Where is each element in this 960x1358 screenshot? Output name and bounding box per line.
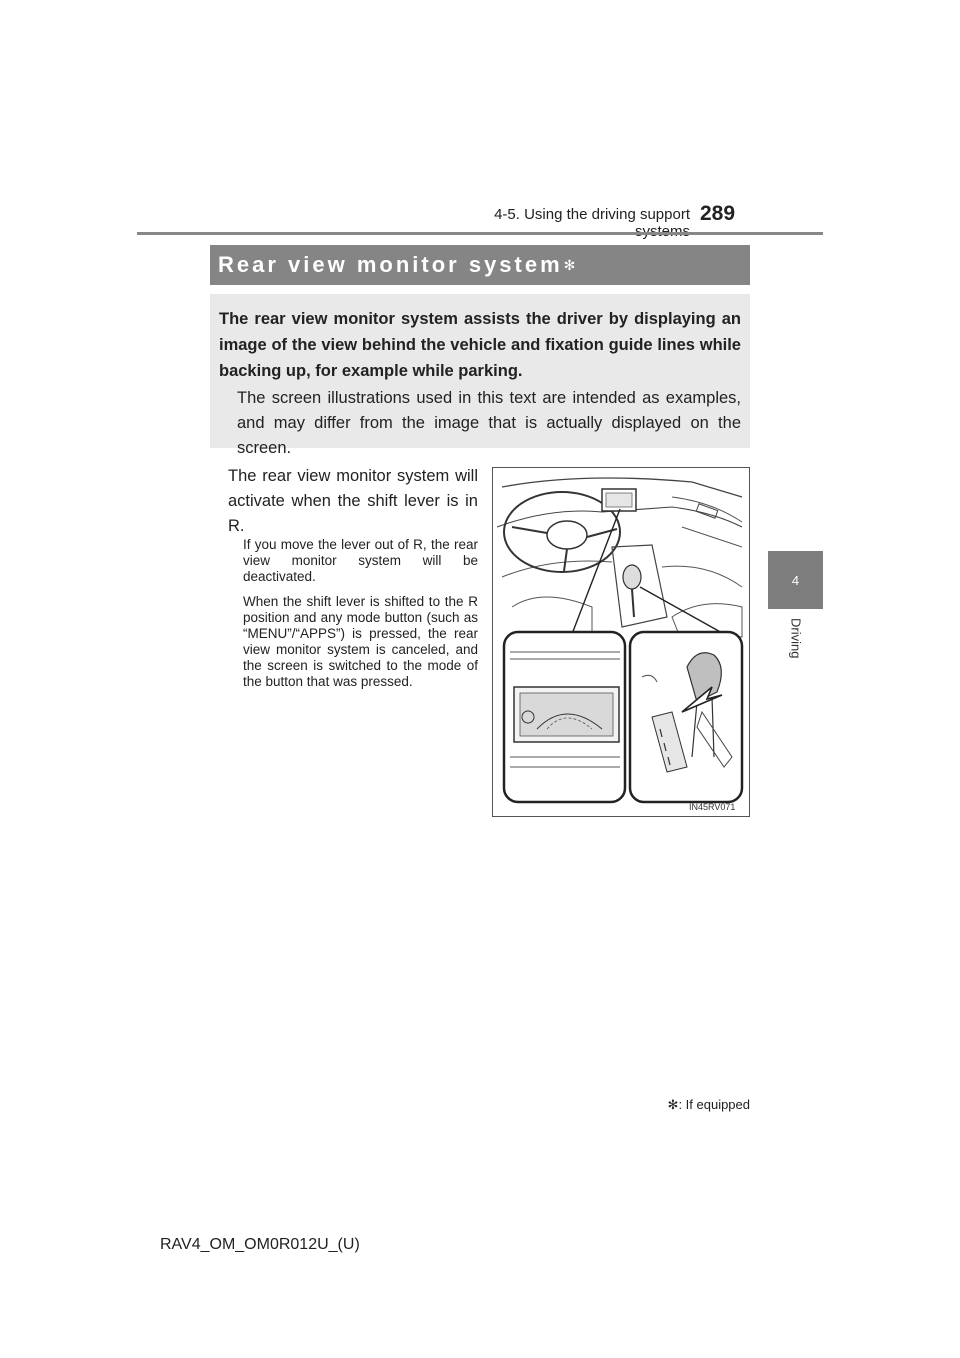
- section-title-bar: [210, 245, 750, 285]
- intro-box: [210, 294, 750, 457]
- deactivation-note: If you move the lever out of R, the rear view monitor system will be deactivated.: [243, 537, 478, 584]
- activation-paragraph: The rear view monitor system will activate when the shift lever is in R.: [228, 467, 478, 535]
- chapter-label: Driving: [788, 618, 804, 659]
- header-divider: [137, 232, 823, 235]
- intro-summary: The rear view monitor system assists the driver by displaying an image of the view behind the vehicle and fixation guide lines while backing up, for example while parking.: [219, 310, 741, 380]
- if-equipped-marker: ✻: [563, 256, 576, 273]
- running-header-section: 4-5. Using the driving support: [494, 206, 690, 223]
- interior-illustration: [492, 467, 750, 817]
- footnote: ✻: If equipped: [667, 1097, 750, 1112]
- page-number: 289: [700, 202, 736, 225]
- intro-disclaimer: The screen illustrations used in this text are intended as examples, and may differ from the image that is actually displayed on the screen.: [237, 389, 741, 457]
- document-code: RAV4_OM_OM0R012U_(U): [160, 1236, 360, 1253]
- mode-button-note: When the shift lever is shifted to the R position and any mode button (such as “MENU”/“APPS”) is pressed, the rear view monitor system is canceled, and the screen is switched to the mode of the button that was pressed.: [243, 594, 478, 689]
- interior-drawing: [492, 467, 750, 817]
- chapter-number: 4: [791, 572, 800, 588]
- figure-id: IN45RV071: [689, 802, 736, 812]
- section-title: Rear view monitor system: [218, 252, 563, 277]
- chapter-tab: [768, 551, 823, 609]
